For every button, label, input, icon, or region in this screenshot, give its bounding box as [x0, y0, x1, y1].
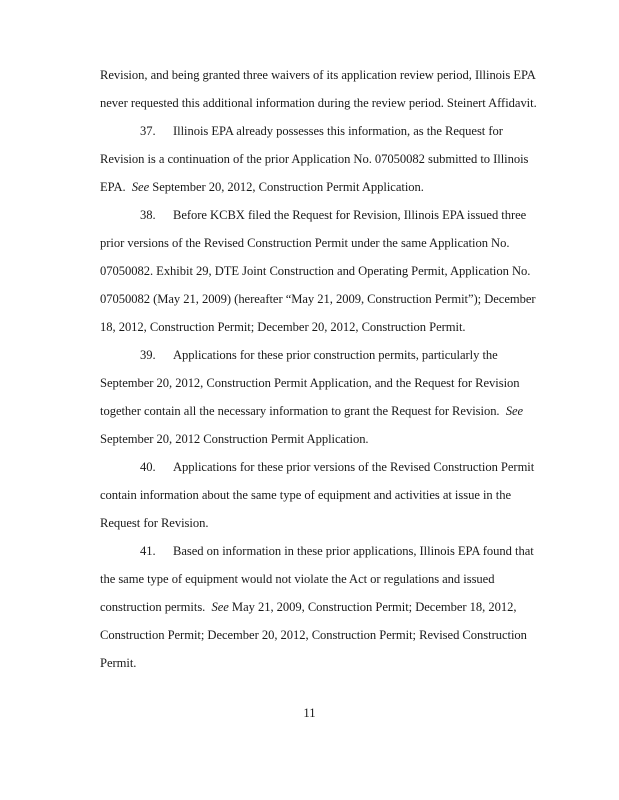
paragraph-39 — [140, 347, 498, 363]
text-line: 18, 2012, Construction Permit; December 20, 2012, Construction Permit. — [100, 320, 466, 334]
see-signal: See — [505, 404, 524, 418]
paragraph-number: 38. — [140, 208, 156, 222]
paragraph-number: 41. — [140, 544, 156, 558]
text-line: Request for Revision. — [100, 516, 209, 530]
text-line-with-citation — [100, 179, 424, 195]
text-line: Permit. — [100, 656, 137, 670]
text-line: 07050082 (May 21, 2009) (hereafter “May 21, 2009, Construction Permit”); December — [100, 292, 536, 306]
text-line: Construction Permit; December 20, 2012, Construction Permit; Revised Construction — [100, 628, 527, 642]
text-line: Based on information in these prior applications, Illinois EPA found that — [173, 544, 534, 558]
paragraph-number: 39. — [140, 348, 156, 362]
text-line: prior versions of the Revised Construction Permit under the same Application No. — [100, 236, 510, 250]
text-line: September 20, 2012 Construction Permit Application. — [100, 432, 369, 446]
paragraph-number: 40. — [140, 460, 156, 474]
text-line: together contain all the necessary information to grant the Request for Revision. — [100, 404, 500, 418]
paragraph-37 — [140, 123, 503, 139]
text-line: contain information about the same type of equipment and activities at issue in the — [100, 488, 511, 502]
text-line-with-citation — [100, 599, 516, 615]
text-line: September 20, 2012, Construction Permit Application, and the Request for Revision — [100, 376, 520, 390]
text-line: 07050082. Exhibit 29, DTE Joint Construction and Operating Permit, Application No. — [100, 264, 531, 278]
text-line: May 21, 2009, Construction Permit; December 18, 2012, — [231, 600, 517, 614]
text-line: September 20, 2012, Construction Permit Application. — [152, 180, 424, 194]
see-signal: See — [211, 600, 229, 614]
page-number: 11 — [303, 706, 316, 720]
paragraph-38 — [140, 207, 526, 223]
text-line: construction permits. — [100, 600, 206, 614]
text-line: never requested this additional information during the review period. Steinert Affidavit. — [100, 96, 537, 110]
text-line: Applications for these prior construction permits, particularly the — [173, 348, 498, 362]
paragraph-number: 37. — [140, 124, 156, 138]
paragraph-41 — [140, 543, 534, 559]
text-line: Before KCBX filed the Request for Revision, Illinois EPA issued three — [173, 208, 527, 222]
text-line: the same type of equipment would not violate the Act or regulations and issued — [100, 572, 495, 586]
text-line: Illinois EPA already possesses this information, as the Request for — [173, 124, 503, 138]
epa-prefix: EPA. — [100, 180, 126, 194]
text-line-with-citation — [100, 403, 523, 419]
text-line: Applications for these prior versions of the Revised Construction Permit — [173, 460, 535, 474]
paragraph-40 — [140, 459, 534, 475]
see-signal: See — [131, 180, 150, 194]
text-line: Revision is a continuation of the prior Application No. 07050082 submitted to Illinois — [100, 152, 529, 166]
text-line: Revision, and being granted three waivers of its application review period, Illinois EPA — [100, 68, 536, 82]
